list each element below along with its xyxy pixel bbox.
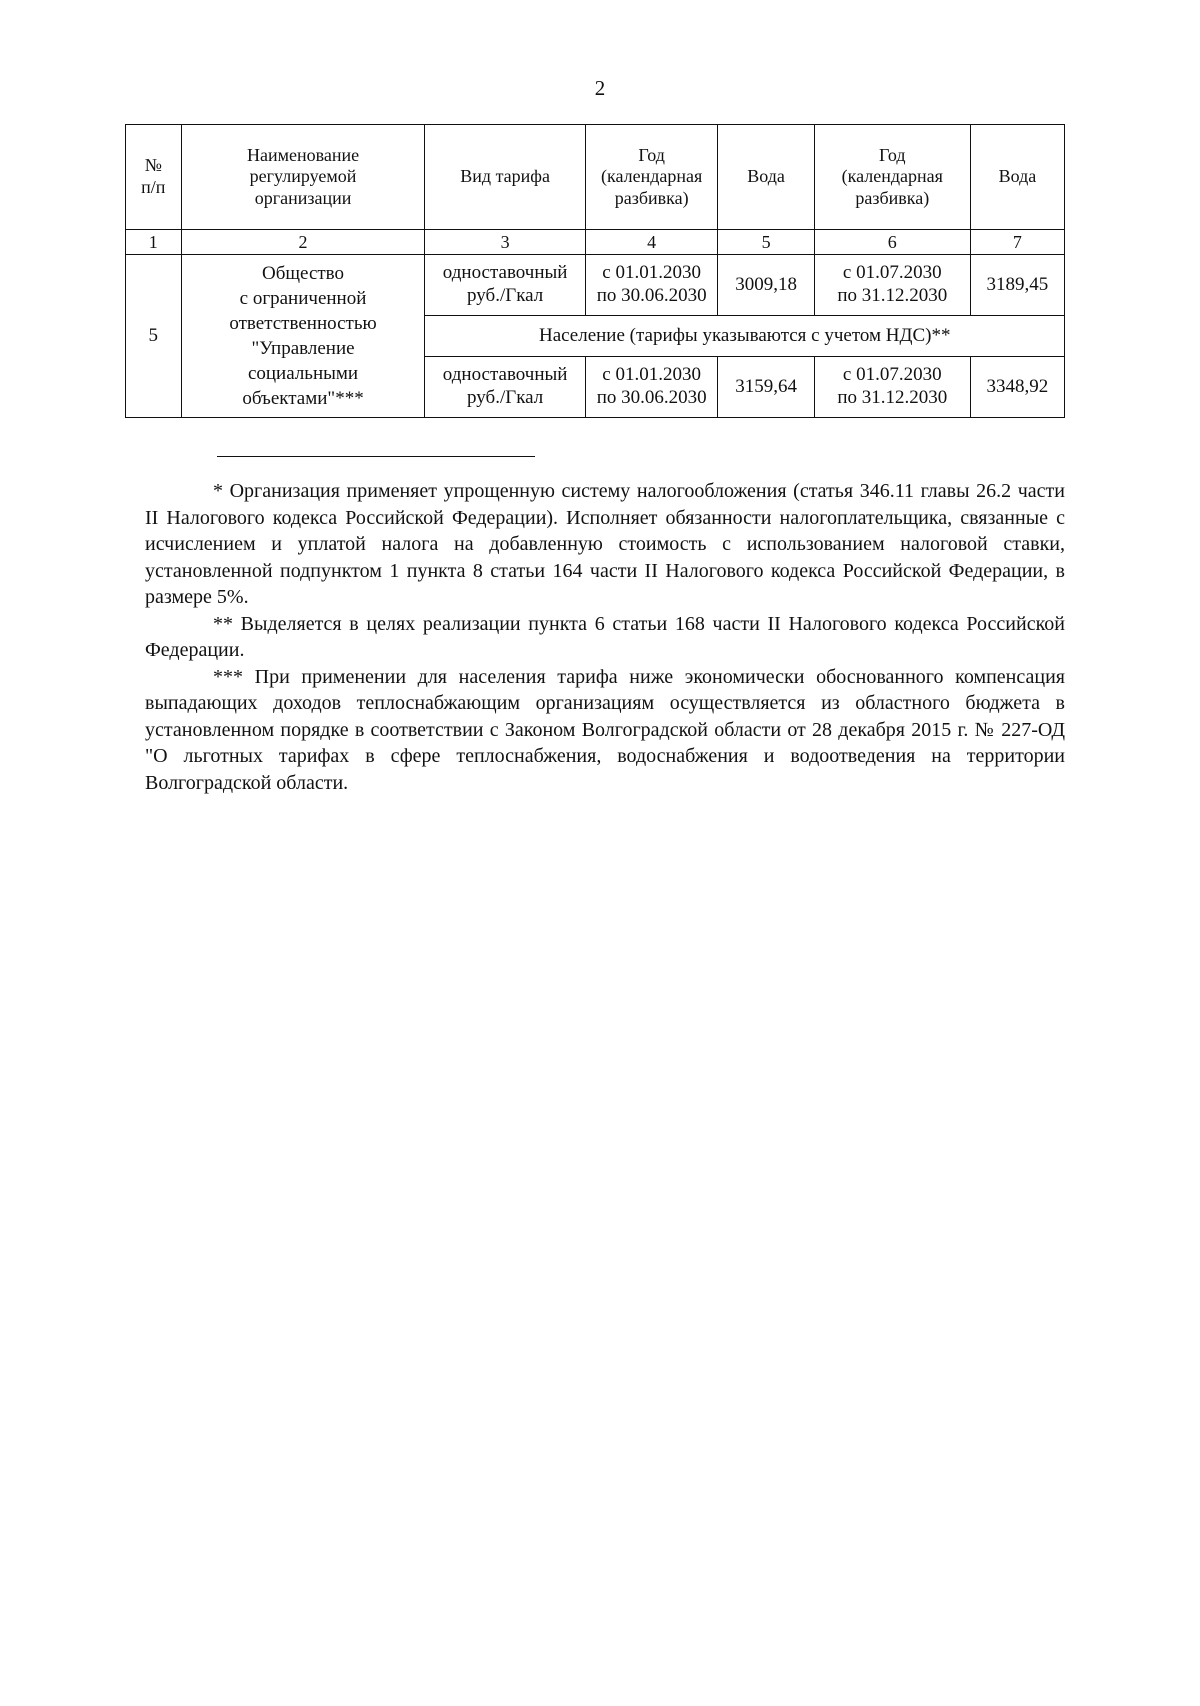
table-header-row (126, 125, 1065, 230)
water-2-value: 3348,92 (970, 357, 1064, 418)
header-organization: Наименование регулируемой организации (181, 125, 425, 230)
header-period-2: Год (календарная разбивка) (814, 125, 970, 230)
header-tariff-type: Вид тарифа (425, 125, 585, 230)
footnote: * Организация применяет упрощенную систему налогообложения (статья 346.11 главы 26.2 части II Налогового кодекса Российской Федерации). Исполняет обязанности налогоплательщика, связанные с исчислением и уплатой налога на добавленную стоимость с использованием налоговой ставки, установленной подпунктом 1 пункта 8 статьи 164 части II Налогового кодекса Российской Федерации, в размере 5%. (145, 480, 1065, 608)
footnote: ** Выделяется в целях реализации пункта 6 статьи 168 части II Налогового кодекса Российской Федерации. (145, 612, 1065, 661)
population-label: Население (тарифы указываются с учетом НДС)** (425, 316, 1065, 357)
footnote: *** При применении для населения тарифа ниже экономически обоснованного компенсация выпадающих доходов теплоснабжающим организациям осуществляется из областного бюджета в установленном порядке в соответствии с Законом Волгоградской области от 28 декабря 2015 г. № 227-ОД "О льготных тарифах в сфере теплоснабжения, водоснабжения и водоотведения на территории Волгоградской области. (145, 665, 1065, 794)
tariff-table (125, 124, 1065, 418)
header-period-1: Год (календарная разбивка) (585, 125, 718, 230)
organization-name: Общество с ограниченной ответственностью "Управление социальными объектами"*** (181, 255, 425, 418)
column-number: 1 (126, 230, 182, 255)
table-row (126, 255, 1065, 316)
water-2-value: 3189,45 (970, 255, 1064, 316)
column-number: 7 (970, 230, 1064, 255)
header-water-1: Вода (718, 125, 814, 230)
period-2-cell: с 01.07.2030 по 31.12.2030 (814, 357, 970, 418)
footnote-separator (217, 456, 535, 457)
water-1-value: 3159,64 (718, 357, 814, 418)
page-number: 2 (594, 76, 606, 100)
column-number: 5 (718, 230, 814, 255)
period-2-cell: с 01.07.2030 по 31.12.2030 (814, 255, 970, 316)
tariff-type-cell: одноставочный руб./Гкал (425, 255, 585, 316)
tariff-type-cell: одноставочный руб./Гкал (425, 357, 585, 418)
column-number: 2 (181, 230, 425, 255)
column-number-row (126, 230, 1065, 255)
row-number: 5 (126, 255, 182, 418)
column-number: 3 (425, 230, 585, 255)
header-water-2: Вода (970, 125, 1064, 230)
column-number: 6 (814, 230, 970, 255)
period-1-cell: с 01.01.2030 по 30.06.2030 (585, 255, 718, 316)
header-num: № п/п (126, 125, 182, 230)
column-number: 4 (585, 230, 718, 255)
water-1-value: 3009,18 (718, 255, 814, 316)
footnotes (145, 478, 1065, 796)
period-1-cell: с 01.01.2030 по 30.06.2030 (585, 357, 718, 418)
